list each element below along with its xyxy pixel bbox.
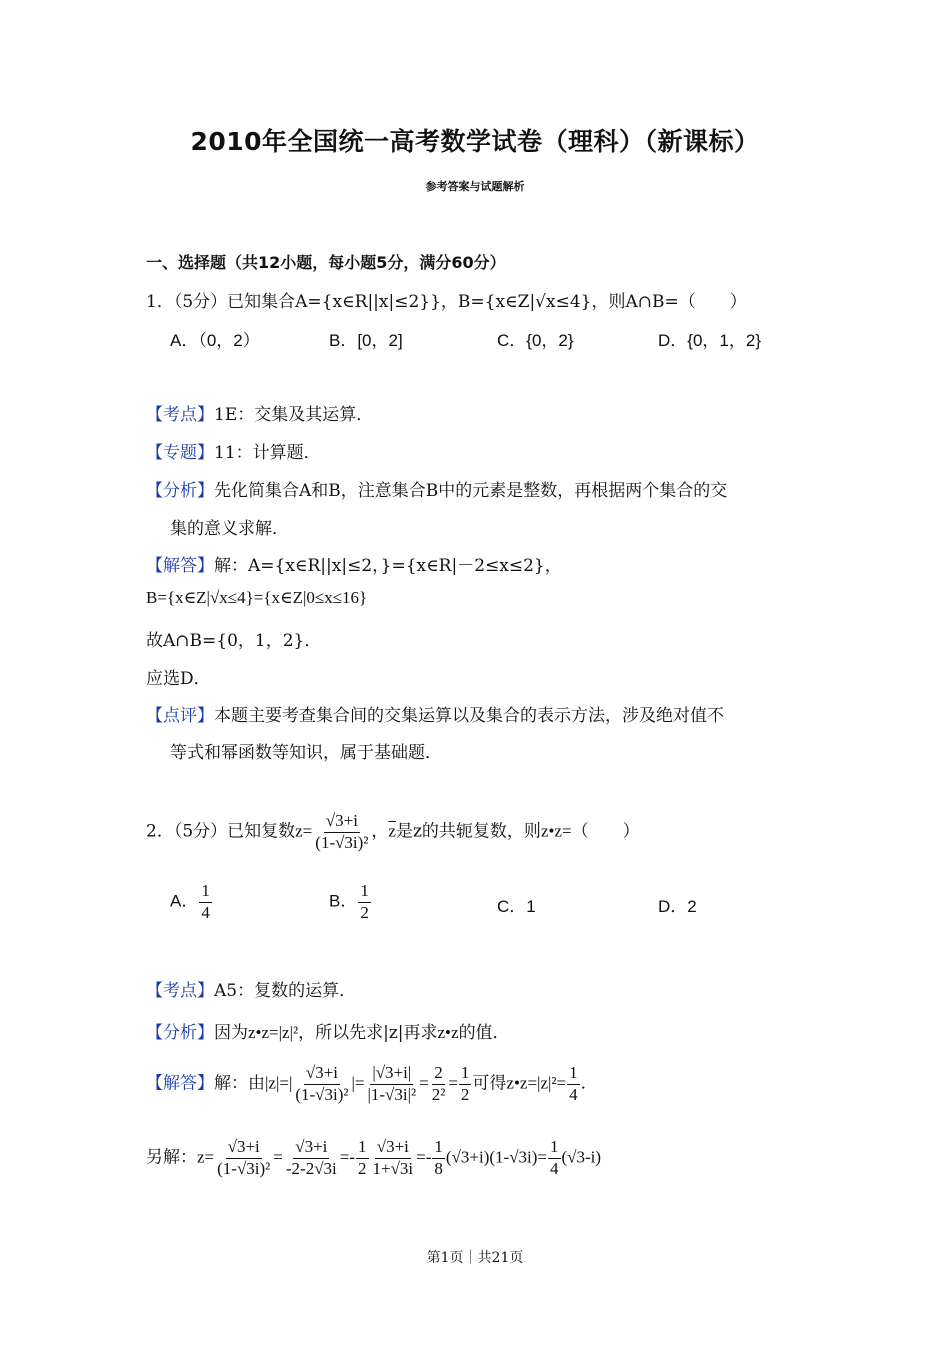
- q2-alt-label: 另解：: [146, 1147, 197, 1168]
- q2-option-d: D．2: [658, 897, 697, 916]
- q2-jieda-frac1: [293, 1064, 350, 1104]
- q2-jieda-frac2-den: |1-√3i|²: [367, 1084, 417, 1104]
- q2-jieda-frac2: [365, 1064, 418, 1104]
- q2-alt-frac4-num: √3+i: [375, 1138, 411, 1159]
- q2-fenxi-post: 的值．: [458, 1023, 510, 1043]
- q2-fenxi: [146, 1018, 510, 1043]
- q2-option-a-den: 4: [201, 902, 210, 922]
- q2-option-b-num: 1: [358, 882, 371, 903]
- q2-stem-den: (1-√3i)²: [315, 832, 369, 852]
- q2-alt-frac6-num: 1: [548, 1138, 561, 1159]
- q2-option-c: C．1: [497, 897, 536, 916]
- doc-title: 2010年全国统一高考数学试卷（理科）（新课标）: [190, 127, 760, 156]
- q2-jieda-expr2: |=: [351, 1073, 365, 1093]
- q2-jieda-frac5: [567, 1064, 580, 1104]
- q2-jieda-frac5-num: 1: [567, 1064, 580, 1085]
- q2-alt-frac1-den: (1-√3i)²: [217, 1158, 271, 1178]
- jieda-text-1: 解：A={x∈R||x|≤2，}={x∈R|－2≤x≤2}，: [214, 556, 562, 576]
- q1-jieda: [146, 551, 562, 576]
- q2-alt-frac4: [371, 1138, 416, 1178]
- q2-stem-post: 是z的共轭复数，则: [395, 821, 541, 842]
- q2-alt-frac1-num: √3+i: [226, 1138, 262, 1159]
- q2-jieda-frac4: [459, 1064, 472, 1104]
- q2-alt-frac5-den: 8: [434, 1158, 443, 1178]
- dianping-text-1: 本题主要考查集合间的交集运算以及集合的表示方法，涉及绝对值不: [214, 706, 724, 726]
- q2-stem-expr: z•z=: [540, 821, 572, 841]
- q2-option-b-label: B．: [329, 891, 358, 911]
- q2-alt-neg2: =-: [416, 1147, 432, 1167]
- q2-option-b-fraction: [358, 882, 371, 922]
- q2-jieda-frac3: [430, 1064, 448, 1104]
- dianping-tag: 【点评】: [146, 706, 214, 726]
- q2-alt-frac5-num: 1: [432, 1138, 445, 1159]
- q2-kaodian: [146, 976, 356, 1001]
- q2-alt-expr: (√3+i)(1-√3i)=: [445, 1147, 547, 1167]
- q1-jieda-line3: 故A∩B={0，1，2}．: [146, 631, 322, 651]
- q1-option-b: B．[0，2]: [329, 331, 403, 350]
- q1-dianping: [146, 701, 724, 726]
- fenxi-tag: 【分析】: [146, 481, 214, 501]
- q2-alt-frac3-num: 1: [356, 1138, 369, 1159]
- jieda-tag: 【解答】: [146, 556, 214, 576]
- q2-stem-pre: 2．（5分）已知复数: [146, 821, 296, 842]
- q2-jieda-eq1: =: [419, 1073, 429, 1093]
- q2-alt-frac5: [432, 1138, 445, 1178]
- fenxi-text-1: 先化简集合A和B，注意集合B中的元素是整数，再根据两个集合的交: [214, 481, 728, 501]
- q2-alt-frac2-num: √3+i: [293, 1138, 329, 1159]
- q2-jieda-end: ．: [580, 1073, 598, 1094]
- q2-alt-frac6-den: 4: [550, 1158, 559, 1178]
- q2-kaodian-tag: 【考点】: [146, 981, 214, 1001]
- q2-alt-solution: [146, 1138, 601, 1178]
- q2-option-b: [329, 882, 372, 922]
- q2-jieda-expr3: z•z=|z|²=: [506, 1073, 567, 1093]
- q1-fenxi: [146, 476, 727, 501]
- q2-option-a: [170, 882, 213, 922]
- doc-subtitle: 参考答案与试题解析: [425, 180, 525, 193]
- q2-fenxi-mid: ，所以先求|z|再求: [298, 1023, 438, 1043]
- q1-jieda-line2: B={x∈Z|√x≤4}={x∈Z|0≤x≤16}: [146, 588, 368, 607]
- q2-jieda-frac1-den: (1-√3i)²: [295, 1084, 349, 1104]
- q1-fenxi-cont: 集的意义求解．: [170, 519, 289, 539]
- q2-jieda-frac3-num: 2: [432, 1064, 445, 1085]
- q2-fenxi-expr2: z•z: [437, 1023, 459, 1042]
- q1-jieda-line4: 应选D．: [146, 669, 211, 689]
- q2-stem-end: （ ）: [571, 821, 640, 842]
- q2-stem-num: √3+i: [324, 812, 360, 833]
- q2-alt-eq1: =: [273, 1147, 283, 1167]
- kaodian-text: 1E：交集及其运算．: [214, 405, 374, 425]
- q2-jieda-frac3-den: 2²: [431, 1084, 446, 1104]
- q2-stem-z: z=: [295, 821, 313, 841]
- q2-jieda-expr1: |z|=|: [265, 1073, 293, 1093]
- q2-jieda-eq2: =: [448, 1073, 458, 1093]
- zhuanti-tag: 【专题】: [146, 443, 214, 463]
- q2-alt-frac6: [548, 1138, 561, 1178]
- q2-jieda-frac5-den: 4: [569, 1084, 578, 1104]
- q2-stem-mid: ，: [371, 821, 389, 842]
- kaodian-tag: 【考点】: [146, 405, 214, 425]
- q2-jieda-frac4-den: 2: [460, 1084, 470, 1104]
- q2-option-b-den: 2: [360, 902, 369, 922]
- q1-kaodian: [146, 400, 373, 425]
- q2-alt-frac2: [284, 1138, 339, 1178]
- q2-option-a-fraction: [199, 882, 212, 922]
- q2-fenxi-expr: z•z=|z|²: [248, 1023, 299, 1042]
- q1-option-c: C．{0，2}: [497, 331, 574, 350]
- q2-stem-fraction: [313, 812, 370, 852]
- q2-jieda: [146, 1064, 598, 1104]
- q2-fenxi-tag: 【分析】: [146, 1023, 214, 1043]
- section-heading: 一、选择题（共12小题，每小题5分，满分60分）: [146, 253, 506, 272]
- q2-option-a-label: A．: [170, 891, 199, 911]
- q1-stem: 1．（5分）已知集合A={x∈R||x|≤2}}，B={x∈Z|√x≤4}，则A∩B=（ ）: [146, 292, 747, 312]
- q2-alt-z: z=: [197, 1147, 215, 1167]
- q2-jieda-pre: 解：由: [214, 1073, 265, 1094]
- q1-zhuanti: [146, 438, 321, 463]
- q2-fenxi-pre: 因为: [214, 1023, 248, 1043]
- zhuanti-text: 11：计算题．: [214, 443, 321, 463]
- q1-option-a: A．（0，2）: [170, 331, 260, 350]
- q2-kaodian-text: A5：复数的运算．: [214, 981, 357, 1001]
- q2-option-a-num: 1: [199, 882, 212, 903]
- q2-jieda-frac1-num: √3+i: [304, 1064, 340, 1085]
- q1-option-d: D．{0，1，2}: [658, 331, 761, 350]
- q2-jieda-frac4-num: 1: [459, 1064, 472, 1085]
- q2-alt-frac4-den: 1+√3i: [372, 1158, 414, 1178]
- q2-alt-expr2: (√3-i): [561, 1147, 602, 1167]
- q2-alt-neg: =-: [339, 1147, 356, 1167]
- q1-dianping-cont: 等式和幂函数等知识，属于基础题．: [170, 743, 442, 763]
- q2-jieda-frac2-num: |√3+i|: [370, 1064, 413, 1085]
- q2-jieda-mid: 可得: [472, 1073, 507, 1094]
- q2-alt-frac3: [356, 1138, 369, 1178]
- q2-alt-frac3-den: 2: [358, 1158, 367, 1178]
- q2-alt-frac1: [215, 1138, 272, 1178]
- q2-jieda-tag: 【解答】: [146, 1073, 214, 1094]
- q2-alt-frac2-den: -2-2√3i: [285, 1158, 337, 1178]
- page-footer: 第1页｜共21页: [426, 1250, 524, 1266]
- q2-stem-zbar: $\overline{z}$: [388, 821, 396, 841]
- q2-stem: [146, 812, 640, 852]
